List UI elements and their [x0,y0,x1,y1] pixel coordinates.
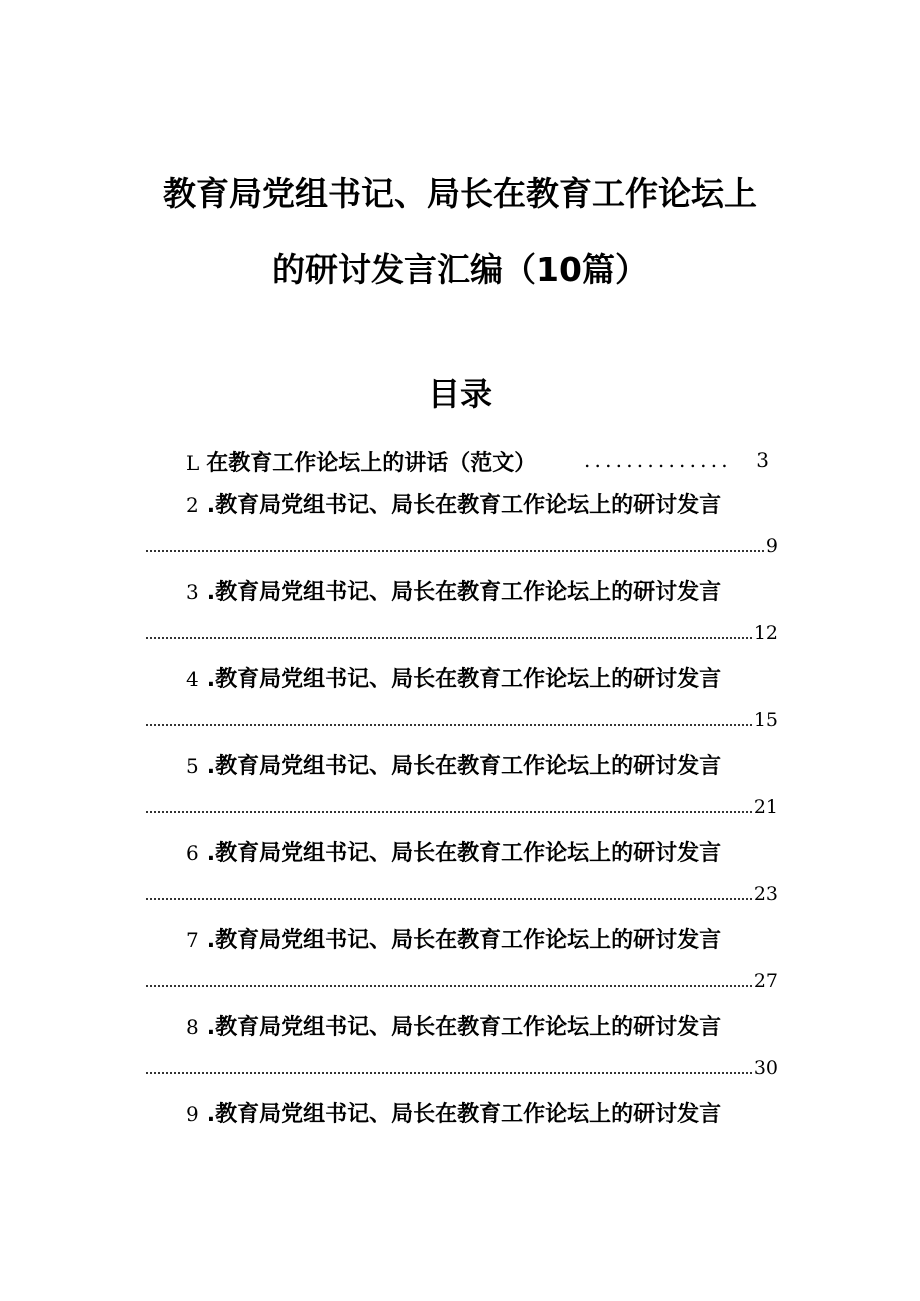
toc-page-number: 3 [756,448,769,472]
toc-entry-number: 2 [186,493,199,517]
toc-leader-line [145,707,778,731]
toc-leader-line [145,1055,778,1079]
toc-leader-line [145,881,778,905]
toc-leader-dots [145,1072,752,1074]
toc-leader-line [145,533,778,557]
toc-entry-7[interactable] [186,923,721,954]
toc-entry-8[interactable] [186,1010,721,1041]
toc-entry-6[interactable] [186,836,721,867]
toc-page-number: 9 [765,535,778,557]
toc-leader-line [145,794,778,818]
toc-leader-dots: .............. [584,448,732,472]
toc-leader-line [145,968,778,992]
toc-entry-label: .教育局党组书记、局长在教育工作论坛上的研讨发言 [206,841,722,866]
toc-page-number: 30 [753,1057,778,1079]
toc-entry-number: 7 [186,928,199,952]
toc-entry-3[interactable] [186,575,721,606]
toc-leader-dots [145,811,752,813]
toc-page-number: 21 [753,796,778,818]
toc-entry-label: .教育局党组书记、局长在教育工作论坛上的研讨发言 [206,493,722,518]
toc-entry-number: 4 [186,667,199,691]
toc-entry-5[interactable] [186,749,721,780]
toc-entry-label: 在教育工作论坛上的讲话（范文） [206,451,537,476]
toc-entry-label: .教育局党组书记、局长在教育工作论坛上的研讨发言 [206,580,722,605]
toc-entry-2[interactable] [186,488,721,519]
toc-leader-dots [145,898,752,900]
toc-entry-number: 8 [186,1015,199,1039]
toc-entry-4[interactable] [186,662,721,693]
toc-entry-number: 6 [186,841,199,865]
toc-page-number: 15 [753,709,778,731]
toc-page-number: 23 [753,883,778,905]
toc-entry-number: 5 [186,754,199,778]
toc-page-number: 27 [753,970,778,992]
toc-entry-label: .教育局党组书记、局长在教育工作论坛上的研讨发言 [206,928,722,953]
toc-entry-label: .教育局党组书记、局长在教育工作论坛上的研讨发言 [206,754,722,779]
toc-entry-1[interactable] [186,446,769,477]
toc-entry-9[interactable] [186,1097,721,1128]
toc-leader-dots [145,724,752,726]
toc-leader-dots [145,550,764,552]
toc-leader-dots [145,637,752,639]
toc-entry-number: 9 [186,1102,199,1126]
toc-entry-number: L [186,451,200,475]
toc-leader-line [145,620,778,644]
toc-entry-number: 3 [186,580,199,604]
toc-entry-label: .教育局党组书记、局长在教育工作论坛上的研讨发言 [206,1015,722,1040]
toc-leader-dots [145,985,752,987]
toc-entry-label: .教育局党组书记、局长在教育工作论坛上的研讨发言 [206,1102,722,1127]
toc-heading: 目录 [427,375,492,413]
toc-entry-label: .教育局党组书记、局长在教育工作论坛上的研讨发言 [206,667,722,692]
document-title-line-2: 的研讨发言汇编（10篇） [272,250,648,289]
document-title-line-1: 教育局党组书记、局长在教育工作论坛上 [163,174,757,213]
toc-page-number: 12 [753,622,778,644]
